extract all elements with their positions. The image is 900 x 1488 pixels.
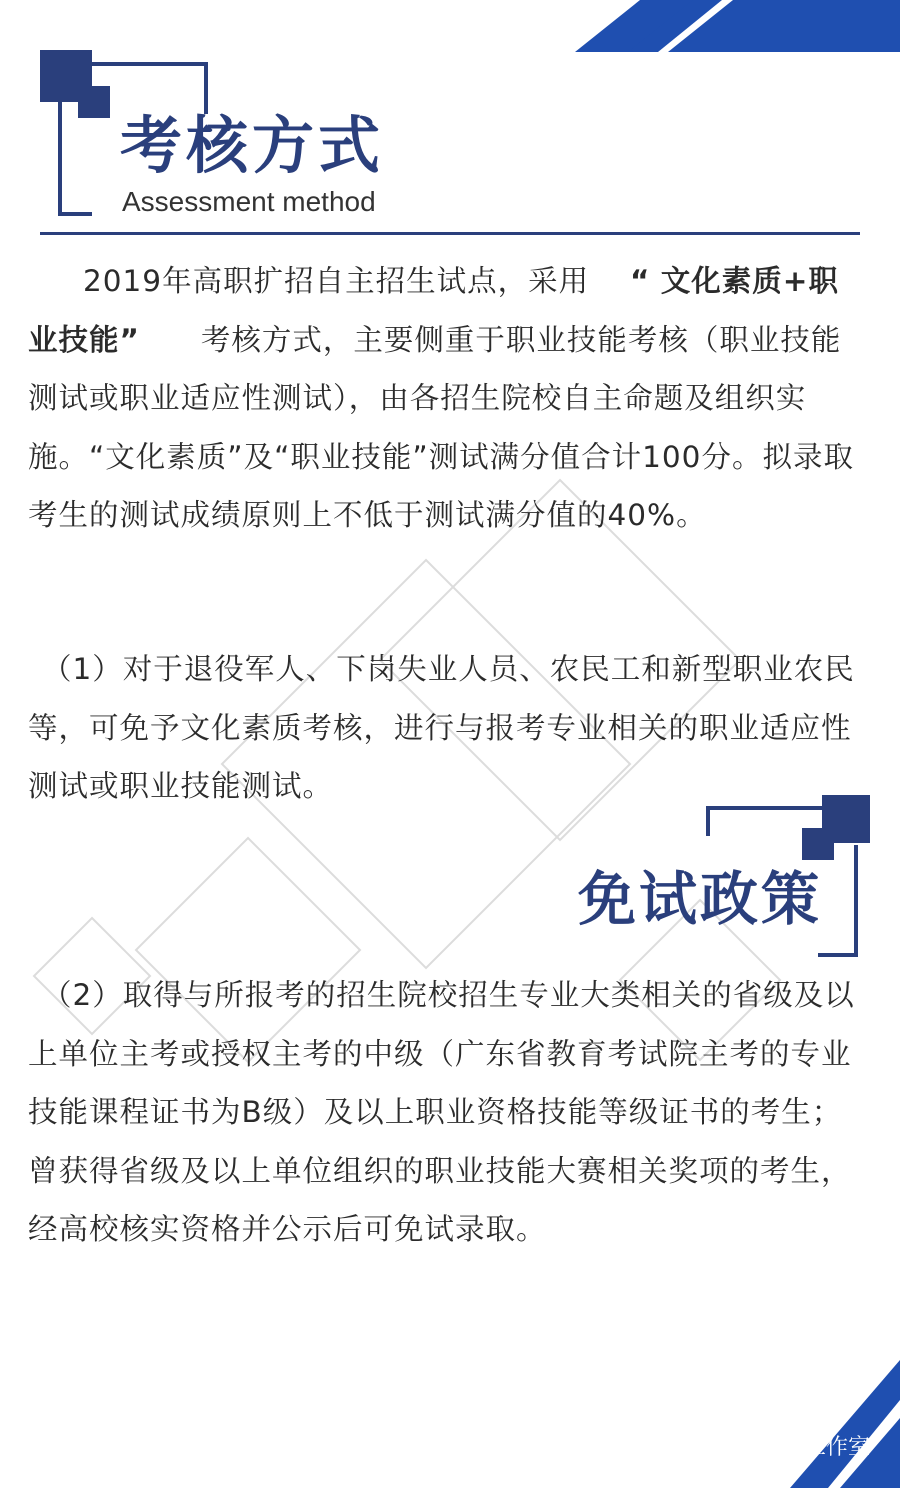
section1-title: 考核方式 <box>120 109 385 182</box>
bottom-right-stripes <box>790 1360 900 1488</box>
top-right-stripes <box>575 0 900 52</box>
paragraph-item-2: （2）取得与所报考的招生院校招生专业大类相关的省级及以上单位主考或授权主考的中级（广东省教育考试院主考的专业技能课程证书为B级）及以上职业资格技能等级证书的考生；曾获得省级及以上单位组织的职业技能大赛相关奖项的考生，经高校核实资格并公示后可免试录取。 <box>28 978 855 1246</box>
quote-open: “ <box>629 264 651 298</box>
quote-close: ” <box>119 322 140 357</box>
divider <box>40 232 860 235</box>
paragraph-item-1: （1）对于退役军人、下岗失业人员、农民工和新型职业农民等，可免予文化素质考核，进行与报考专业相关的职业适应性测试或职业技能测试。 <box>28 652 855 803</box>
section1-subtitle: Assessment method <box>122 186 376 217</box>
footer-watermark <box>634 1430 870 1461</box>
paragraph-rest: 考核方式，主要侧重于职业技能考核（职业技能测试或职业适应性测试），由各招生院校自主命题及组织实施。“文化素质”及“职业技能”测试满分值合计100分。拟录取考生的测试成绩原则上不低于测试满分值的40%。 <box>28 322 854 532</box>
wechat-icon <box>634 1431 664 1461</box>
footer-account-name: 广州城建招生工作室 <box>671 1435 870 1460</box>
paragraph-intro: 2019年高职扩招自主招生试点，采用 <box>83 264 590 298</box>
section2-title: 免试政策 <box>578 865 823 933</box>
paragraph-assessment <box>28 252 866 545</box>
highlight-text: 文化素质+职业技能 <box>28 264 839 357</box>
